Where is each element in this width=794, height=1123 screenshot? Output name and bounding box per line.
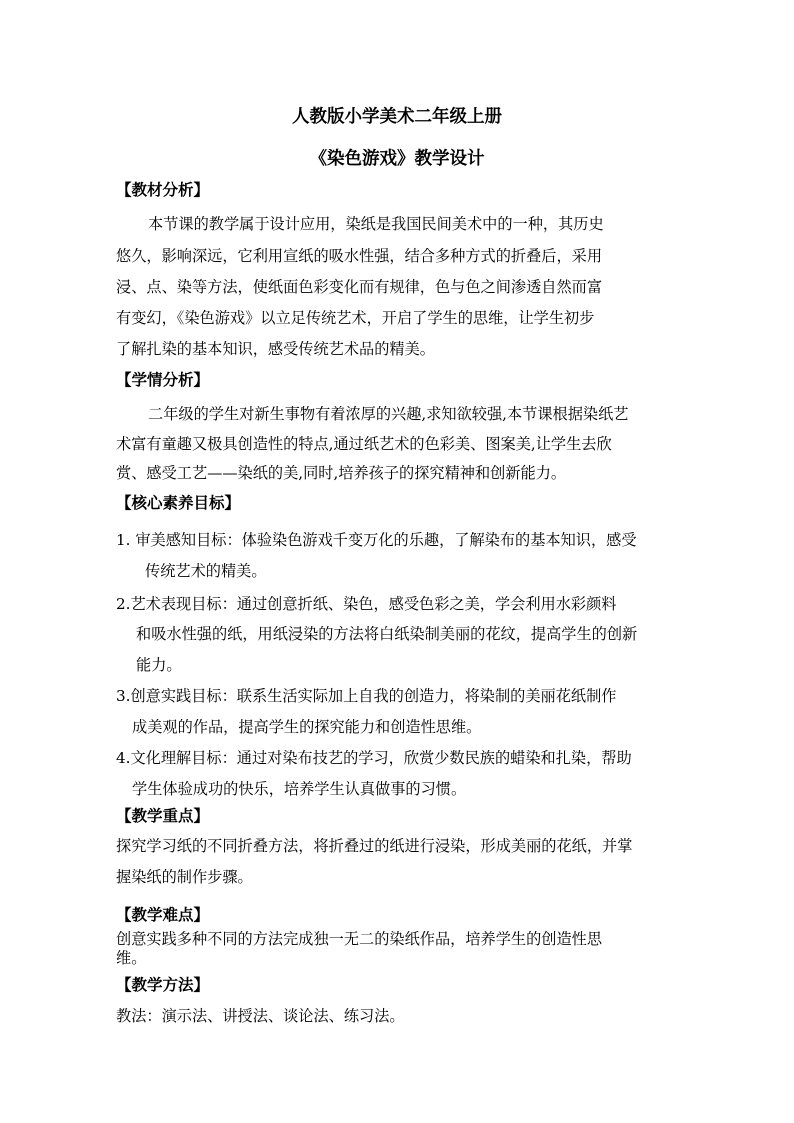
difficulties-line: 创意实践多种不同的方法完成独一无二的染纸作品，培养学生的创造性思 [116, 930, 602, 948]
core-goal-item: 1. 审美感知目标：体验染色游戏千变万化的乐趣，了解染布的基本知识，感受 [116, 531, 637, 549]
material-analysis-line: 本节课的教学属于设计应用，染纸是我国民间美术中的一种，其历史 [148, 215, 604, 233]
key-points-line: 握染纸的制作步骤。 [116, 868, 253, 886]
section-heading-core-goals: 【核心素养目标】 [116, 494, 241, 512]
section-heading-key-points: 【教学重点】 [116, 807, 210, 825]
section-heading-material-analysis: 【教材分析】 [116, 181, 210, 199]
core-goal-item: 4.文化理解目标：通过对染布技艺的学习，欣赏少数民族的蜡染和扎染，帮助 [116, 749, 632, 767]
section-heading-methods: 【教学方法】 [116, 976, 210, 994]
section-heading-difficulties: 【教学难点】 [116, 906, 210, 924]
material-analysis-line: 浸、点、染等方法，使纸面色彩变化而有规律，色与色之间渗透自然而富 [116, 278, 602, 296]
core-goal-item-continuation: 能力。 [136, 656, 182, 674]
material-analysis-line: 有变幻，《染色游戏》以立足传统艺术，开启了学生的思维，让学生初步 [116, 309, 595, 327]
methods-line: 教法：演示法、讲授法、谈论法、练习法。 [116, 1007, 405, 1025]
core-goal-item: 2.艺术表现目标：通过创意折纸、染色，感受色彩之美，学会利用水彩颜料 [116, 595, 617, 613]
student-analysis-line: 二年级的学生对新生事物有着浓厚的兴趣,求知欲较强,本节课根据染纸艺 [148, 405, 629, 423]
core-goal-item-continuation: 学生体验成功的快乐，培养学生认真做事的习惯。 [132, 780, 467, 798]
section-heading-student-analysis: 【学情分析】 [116, 371, 210, 389]
difficulties-line: 维。 [116, 949, 147, 967]
core-goal-item: 3.创意实践目标：联系生活实际加上自我的创造力，将染制的美丽花纸制作 [116, 687, 617, 705]
core-goal-item-continuation: 传统艺术的精美。 [145, 562, 267, 580]
material-analysis-line: 了解扎染的基本知识，感受传统艺术品的精美。 [116, 340, 435, 358]
document-title: 人教版小学美术二年级上册 [292, 107, 502, 127]
key-points-line: 探究学习纸的不同折叠方法，将折叠过的纸进行浸染，形成美丽的花纸，并掌 [116, 837, 633, 855]
core-goal-item-continuation: 和吸水性强的纸，用纸浸染的方法将白纸染制美丽的花纹，提高学生的创新 [136, 625, 638, 643]
student-analysis-line: 赏、感受工艺——染纸的美,同时,培养孩子的探究精神和创新能力。 [116, 464, 567, 482]
material-analysis-line: 悠久，影响深远，它利用宣纸的吸水性强，结合多种方式的折叠后，采用 [116, 247, 602, 265]
core-goal-item-continuation: 成美观的作品，提高学生的探究能力和创造性思维。 [132, 718, 482, 736]
document-subtitle: 《染色游戏》教学设计 [309, 149, 485, 169]
student-analysis-line: 术富有童趣又极具创造性的特点,通过纸艺术的色彩美、图案美,让学生去欣 [116, 435, 612, 453]
